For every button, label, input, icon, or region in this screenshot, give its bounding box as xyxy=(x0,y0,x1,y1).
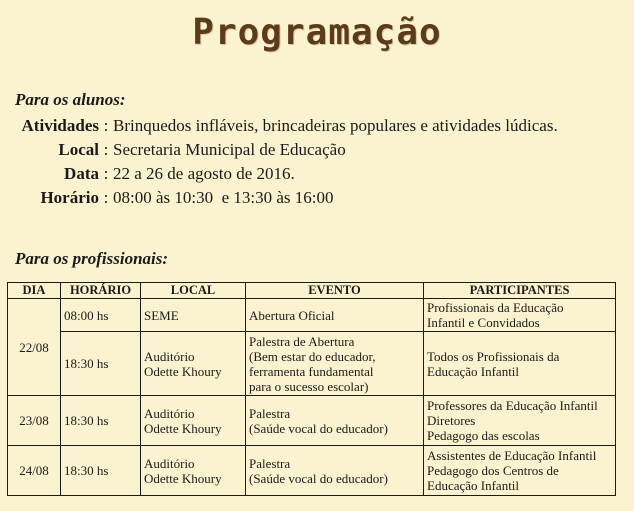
alunos-heading: Para os alunos: xyxy=(15,90,126,109)
cell-participantes xyxy=(424,332,616,396)
cell-line: Infantil e Convidados xyxy=(427,315,540,330)
table-row xyxy=(8,299,616,332)
info-value: 22 a 26 de agosto de 2016. xyxy=(113,164,295,183)
cell-line: Pedagogo das escolas xyxy=(427,428,540,443)
cell-line: Todos os Profissionais da xyxy=(427,348,560,364)
info-row-data xyxy=(0,162,634,186)
cell-dia: 24/08 xyxy=(8,446,61,496)
info-row-horario xyxy=(0,186,634,210)
cell-line: SEME xyxy=(144,307,179,323)
cell-line: Auditório xyxy=(144,348,195,364)
cell-horario: 18:30 hs xyxy=(61,396,141,446)
col-header-evento: EVENTO xyxy=(246,283,424,299)
cell-participantes xyxy=(424,299,616,332)
cell-line: Professores da Educação Infantil xyxy=(427,398,598,413)
cell-line: Diretores xyxy=(427,413,476,428)
cell-line: Palestra xyxy=(249,405,291,421)
cell-horario: 18:30 hs xyxy=(61,332,141,396)
cell-line: ferramenta fundamental xyxy=(249,363,374,379)
cell-line: Pedagogo dos Centros de xyxy=(427,463,559,478)
info-label: Local xyxy=(58,140,99,159)
cell-line: Educação Infantil xyxy=(427,363,520,379)
cell-evento xyxy=(246,332,424,396)
cell-evento xyxy=(246,299,424,332)
colon: : xyxy=(103,188,109,207)
info-label: Data xyxy=(64,164,99,183)
cell-line: (Saúde vocal do educador) xyxy=(249,470,388,486)
col-header-horario: HORÁRIO xyxy=(61,283,141,299)
colon: : xyxy=(103,116,109,135)
cell-local xyxy=(141,299,246,332)
info-value: Brinquedos infláveis, brincadeiras populares e atividades lúdicas. xyxy=(113,116,558,135)
schedule-table xyxy=(7,282,616,496)
cell-line: Odette Khoury xyxy=(144,470,222,486)
cell-horario: 08:00 hs xyxy=(61,299,141,332)
cell-dia: 23/08 xyxy=(8,396,61,446)
cell-line: Palestra de Abertura xyxy=(249,333,355,349)
alunos-info xyxy=(0,114,634,210)
cell-line: Auditório xyxy=(144,455,195,471)
cell-line: Educação Infantil xyxy=(427,478,520,493)
col-header-dia: DIA xyxy=(8,283,61,299)
cell-line: Profissionais da Educação xyxy=(427,300,564,315)
cell-line: Auditório xyxy=(144,405,195,421)
info-label: Atividades xyxy=(21,116,99,135)
table-header-row xyxy=(8,283,616,299)
info-value: Secretaria Municipal de Educação xyxy=(113,140,346,159)
cell-line: Abertura Oficial xyxy=(249,307,335,323)
cell-line: Odette Khoury xyxy=(144,363,222,379)
cell-local xyxy=(141,446,246,496)
table-row xyxy=(8,446,616,496)
cell-dia: 22/08 xyxy=(8,299,61,396)
col-header-local: LOCAL xyxy=(141,283,246,299)
cell-evento xyxy=(246,446,424,496)
cell-line: (Saúde vocal do educador) xyxy=(249,420,388,436)
cell-participantes xyxy=(424,396,616,446)
cell-line: Assistentes de Educação Infantil xyxy=(427,448,597,463)
colon: : xyxy=(103,164,109,183)
info-row-local xyxy=(0,138,634,162)
cell-line: para o sucesso escolar) xyxy=(249,378,369,394)
cell-participantes xyxy=(424,446,616,496)
cell-line: Palestra xyxy=(249,455,291,471)
cell-evento xyxy=(246,396,424,446)
profissionais-heading: Para os profissionais: xyxy=(15,249,169,268)
cell-local xyxy=(141,396,246,446)
info-value: 08:00 às 10:30 e 13:30 às 16:00 xyxy=(113,188,334,207)
table-row xyxy=(8,396,616,446)
cell-local xyxy=(141,332,246,396)
table-row xyxy=(8,332,616,396)
colon: : xyxy=(103,140,109,159)
info-row-atividades xyxy=(0,114,634,138)
col-header-participantes: PARTICIPANTES xyxy=(424,283,616,299)
cell-line: Odette Khoury xyxy=(144,420,222,436)
cell-line: (Bem estar do educador, xyxy=(249,348,376,364)
info-label: Horário xyxy=(40,188,99,207)
page-title: Programação xyxy=(192,12,442,53)
cell-horario: 18:30 hs xyxy=(61,446,141,496)
